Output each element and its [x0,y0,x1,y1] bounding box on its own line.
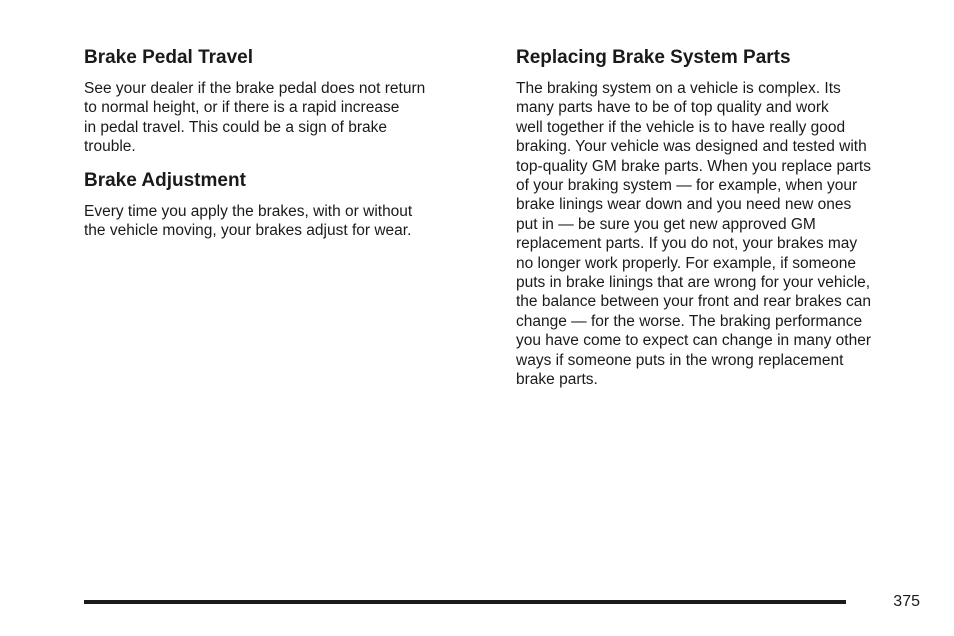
section-heading: Brake Pedal Travel [84,47,253,68]
text-line: braking. Your vehicle was designed and tested with [516,138,867,156]
text-line: The braking system on a vehicle is complex. Its [516,80,841,97]
text-line: well together if the vehicle is to have really good [516,118,846,136]
text-line: Every time you apply the brakes, with or without [84,202,413,220]
text-line: many parts have to be of top quality and work [516,99,829,117]
section-body [516,79,920,390]
section-body [84,202,484,241]
right-column [516,46,920,390]
section-brake-adjustment [84,169,484,241]
text-line: brake parts. [516,371,598,389]
text-line: top-quality GM brake parts. When you replace parts [516,157,871,175]
text-line: change — for the worse. The braking performance [516,312,863,330]
section-brake-pedal-travel [84,46,484,157]
text-line: you have come to expect can change in many other [516,332,871,350]
text-line: See your dealer if the brake pedal does not return [84,80,426,97]
section-heading: Brake Adjustment [84,169,246,191]
footer-rule [84,600,846,604]
text-line: brake linings wear down and you need new ones [516,196,852,214]
text-line: replacement parts. If you do not, your brakes may [516,235,858,253]
section-replacing-brake-system-parts [516,46,920,390]
text-line: trouble. [84,138,136,156]
text-line: to normal height, or if there is a rapid increase [84,99,400,117]
page-number: 375 [893,593,920,610]
text-line: in pedal travel. This could be a sign of brake [84,118,388,136]
text-line: ways if someone puts in the wrong replacement [516,351,844,369]
left-column [84,46,484,240]
section-body [84,79,484,157]
text-line: puts in brake linings that are wrong for your vehicle, [516,274,871,292]
text-line: put in — be sure you get new approved GM [516,215,816,233]
text-line: the vehicle moving, your brakes adjust for wear. [84,222,412,240]
section-heading: Replacing Brake System Parts [516,47,791,68]
text-line: the balance between your front and rear brakes can [516,293,872,311]
text-line: no longer work properly. For example, if someone [516,254,857,272]
text-line: of your braking system — for example, when your [516,177,858,195]
